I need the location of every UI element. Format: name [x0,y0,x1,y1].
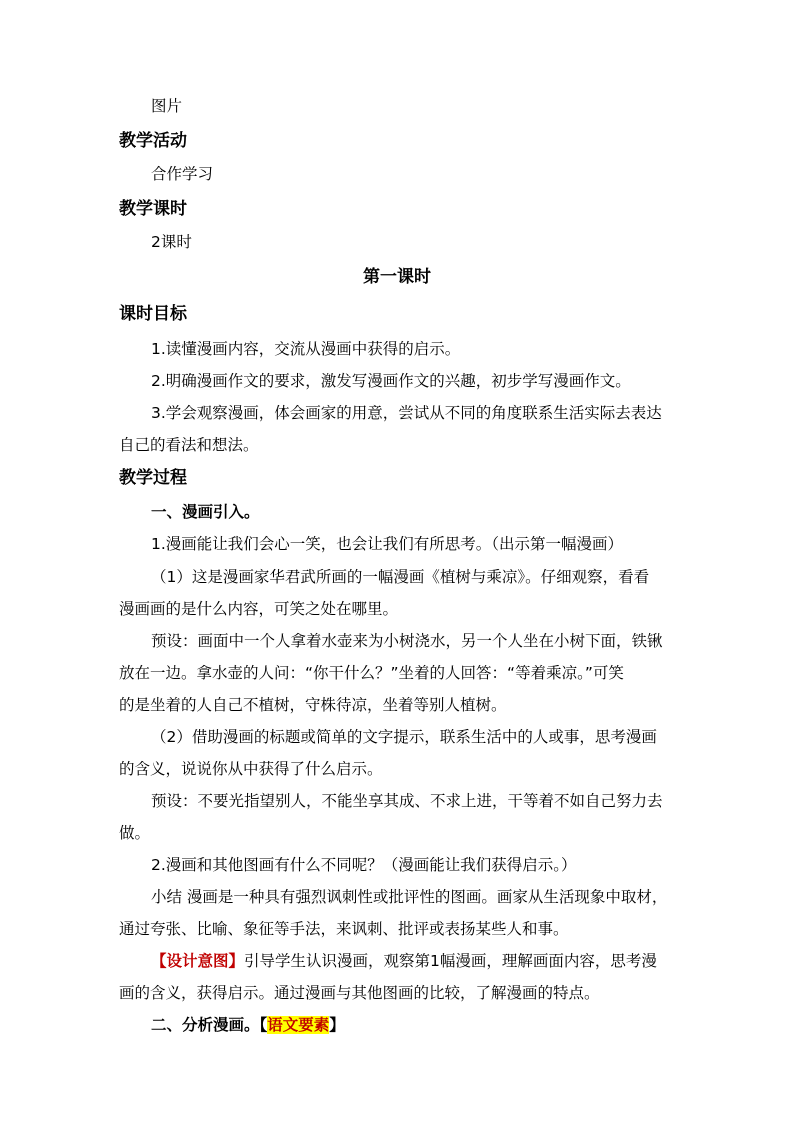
heading-teaching-process: 教学过程 [119,468,187,488]
paragraph-3-line-3: 的是坐着的人自己不植树，守株待凉，坐着等别人植树。 [119,696,507,714]
language-element-tag-close: 】 [329,1016,345,1034]
language-element-tag-open: 【 [259,1016,268,1034]
design-intent-text: 引导学生认识漫画，观察第1幅漫画，理解画面内容，思考漫 [244,952,657,970]
hours-item: 2课时 [151,233,192,251]
activity-item: 合作学习 [151,165,214,183]
resources-item: 图片 [151,97,183,115]
paragraph-5-line-1: 预设：不要光指望别人，不能坐享其成、不求上进，干等着不如自己努力去 [151,792,663,810]
heading-teaching-hours: 教学课时 [119,199,187,219]
goal-3-line-1: 3.学会观察漫画，体会画家的用意，尝试从不同的角度联系生活实际去表达 [151,404,662,422]
paragraph-1: 1.漫画能让我们会心一笑，也会让我们有所思考。（出示第一幅漫画） [151,535,624,553]
design-intent-line-1 [151,951,657,971]
summary-line-2: 通过夸张、比喻、象征等手法，来讽刺、批评或表扬某些人和事。 [119,920,569,938]
design-intent-line-2: 画的含义，获得启示。通过漫画与其他图画的比较，了解漫画的特点。 [119,984,600,1002]
paragraph-4-line-1: （2）借助漫画的标题或简单的文字提示，联系生活中的人或事，思考漫画 [151,728,657,746]
section-2-title-line [151,1015,345,1035]
paragraph-3-line-1: 预设：画面中一个人拿着水壶来为小树浇水，另一个人坐在小树下面，铁锹 [151,632,663,650]
paragraph-2-line-1: （1）这是漫画家华君武所画的一幅漫画《植树与乘凉》。仔细观察，看看 [151,568,650,586]
section-1-title: 一、漫画引入。 [151,503,260,521]
paragraph-4-line-2: 的含义，说说你从中获得了什么启示。 [119,760,383,778]
paragraph-2-line-2: 漫画画的是什么内容，可笑之处在哪里。 [119,600,399,618]
paragraph-3-line-2: 放在一边。拿水壶的人问：“你干什么？”坐着的人回答：“等着乘凉。”可笑 [119,664,624,682]
goal-1: 1.读懂漫画内容，交流从漫画中获得的启示。 [151,340,461,358]
summary-line-1: 小结 漫画是一种具有强烈讽刺性或批评性的图画。画家从生活现象中取材， [151,888,668,906]
lesson-title: 第一课时 [363,267,431,287]
language-element-tag: 语文要素 [267,1016,330,1034]
goal-3-line-2: 自己的看法和想法。 [119,436,259,454]
goal-2: 2.明确漫画作文的要求，激发写漫画作文的兴趣，初步学写漫画作文。 [151,372,631,390]
paragraph-5-line-2: 做。 [119,824,151,842]
heading-teaching-activity: 教学活动 [119,131,187,151]
paragraph-6: 2.漫画和其他图画有什么不同呢？（漫画能让我们获得启示。） [151,856,577,874]
design-intent-tag: 【设计意图】 [151,952,245,970]
section-2-title: 二、分析漫画。 [151,1016,260,1034]
heading-lesson-goals: 课时目标 [119,304,187,324]
